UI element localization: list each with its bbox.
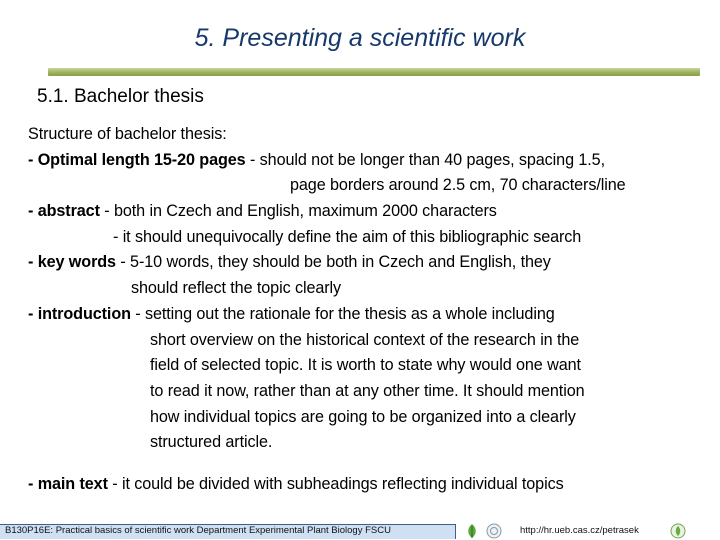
abstract-continuation: - it should unequivocally define the aim of this bibliographic search — [113, 227, 582, 246]
introduction-line — [28, 302, 708, 328]
structure-heading: Structure of bachelor thesis: — [28, 125, 227, 143]
introduction-label: - introduction — [28, 304, 131, 323]
leaf-icon — [466, 523, 478, 539]
faculty-seal-icon — [486, 523, 502, 539]
optimal-length-label: - Optimal length 15-20 pages — [28, 150, 246, 169]
abstract-label: - abstract — [28, 202, 100, 221]
main-text-text: - it could be divided with subheadings reflecting individual topics — [107, 474, 564, 493]
title-divider — [48, 68, 700, 76]
footer-url: http://hr.ueb.cas.cz/petrasek — [520, 525, 639, 536]
optimal-length-continuation: page borders around 2.5 cm, 70 characters/line — [290, 176, 626, 195]
introduction-line-6: structured article. — [150, 433, 273, 452]
slide-title: 5. Presenting a scientific work — [194, 24, 526, 52]
main-text-line — [28, 472, 708, 498]
key-words-label: - key words — [28, 253, 116, 272]
spacer — [28, 456, 708, 472]
introduction-line-3: field of selected topic. It is worth to state why would one want — [150, 356, 581, 375]
slide-body — [28, 122, 708, 498]
footer-course-text: B130P16E: Practical basics of scientific work Department Experimental Plant Biology FSCU — [5, 525, 391, 536]
introduction-line-2: short overview on the historical context of the research in the — [150, 330, 580, 349]
slide-footer — [0, 521, 720, 540]
abstract-line — [28, 199, 708, 225]
introduction-text: - setting out the rationale for the thesis as a whole including — [130, 304, 555, 323]
main-text-label: - main text — [28, 474, 108, 493]
key-words-continuation: should reflect the topic clearly — [131, 279, 342, 298]
slide-subtitle: 5.1. Bachelor thesis — [37, 86, 204, 107]
optimal-length-text: - should not be longer than 40 pages, spacing 1.5, — [245, 150, 605, 169]
institute-logo-icon — [670, 523, 686, 539]
introduction-line-5: how individual topics are going to be organized into a clearly — [150, 407, 576, 426]
abstract-text: - both in Czech and English, maximum 2000 characters — [99, 202, 497, 221]
key-words-line — [28, 250, 708, 276]
optimal-length-line — [28, 148, 708, 174]
key-words-text: - 5-10 words, they should be both in Czech and English, they — [115, 253, 551, 272]
introduction-line-4: to read it now, rather than at any other time. It should mention — [150, 381, 585, 400]
